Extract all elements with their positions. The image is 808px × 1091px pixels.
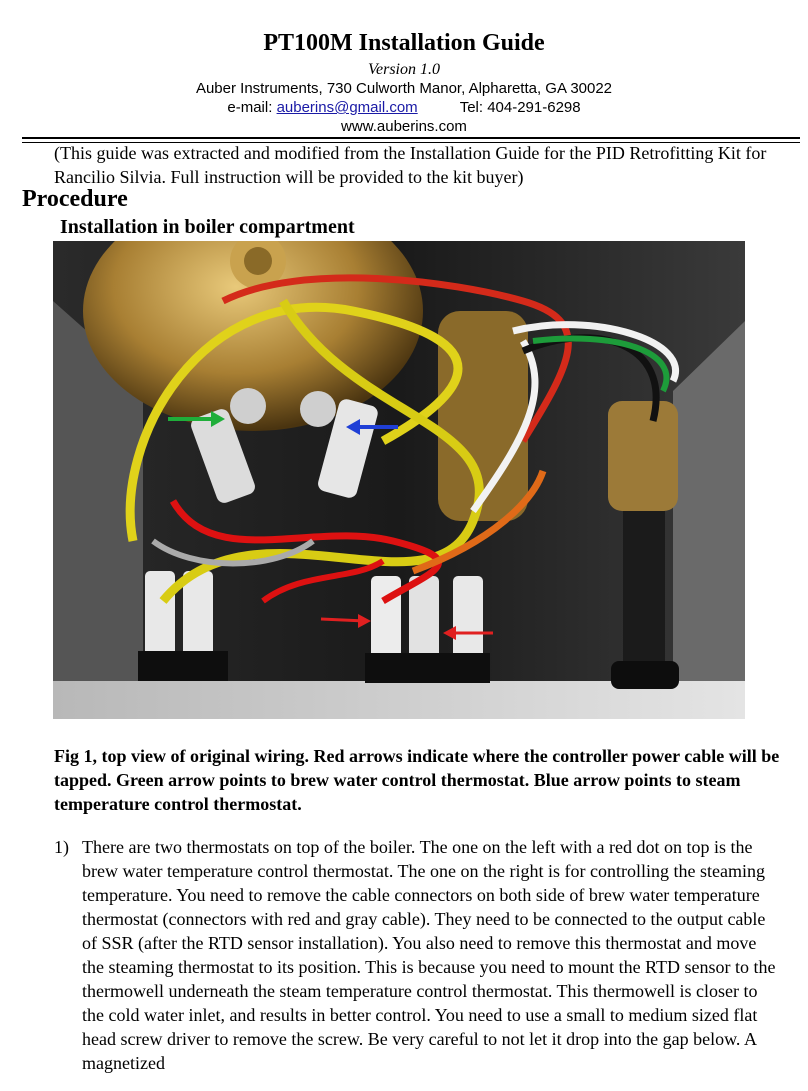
phone-number: Tel: 404-291-6298 [459, 99, 581, 116]
email-label: e-mail: [227, 99, 273, 116]
wiring-photo [53, 241, 745, 719]
contact-line [0, 99, 808, 116]
website-url[interactable]: www.auberins.com [341, 118, 467, 135]
header-divider [22, 137, 800, 139]
step-text: There are two thermostats on top of the boiler. The one on the left with a red dot on top is the brew water temperature control thermostat. The one on the right is for controlling the steaming temperature. You need to remove the cable connectors on both side of brew water temperature thermostat (connectors with red and gray cable). They need to be connected to the output cable of SSR (after the RTD sensor installation). You also need to remove this thermostat and move the steaming thermostat to its position. This is because you need to mount the RTD sensor to the thermowell underneath the steam temperature control thermostat. This thermowell is closer to the cold water inlet, and results in better control. You need to use a small to medium sized flat head screw driver to remove the screw. Be very careful to not let it drop into the gap below. A magnetized [82, 837, 776, 1073]
figure-caption: Fig 1, top view of original wiring. Red arrows indicate where the controller power cable will be tapped. Green arrow points to brew water control thermostat. Blue arrow points to steam temperature control thermostat. [54, 746, 780, 814]
installation-heading: Installation in boiler compartment [60, 216, 355, 238]
email-link[interactable]: auberins@gmail.com [276, 99, 418, 116]
intro-paragraph: (This guide was extracted and modified from the Installation Guide for the PID Retrofitting Kit for Rancilio Silvia. Full instruction will be provided to the kit buyer) [54, 143, 767, 187]
company-address: Auber Instruments, 730 Culworth Manor, Alpharetta, GA 30022 [195, 80, 613, 97]
step-number: 1) [54, 837, 69, 857]
document-title: PT100M Installation Guide [263, 30, 545, 56]
version-label: Version 1.0 [368, 61, 440, 78]
procedure-heading: Procedure [22, 186, 128, 212]
